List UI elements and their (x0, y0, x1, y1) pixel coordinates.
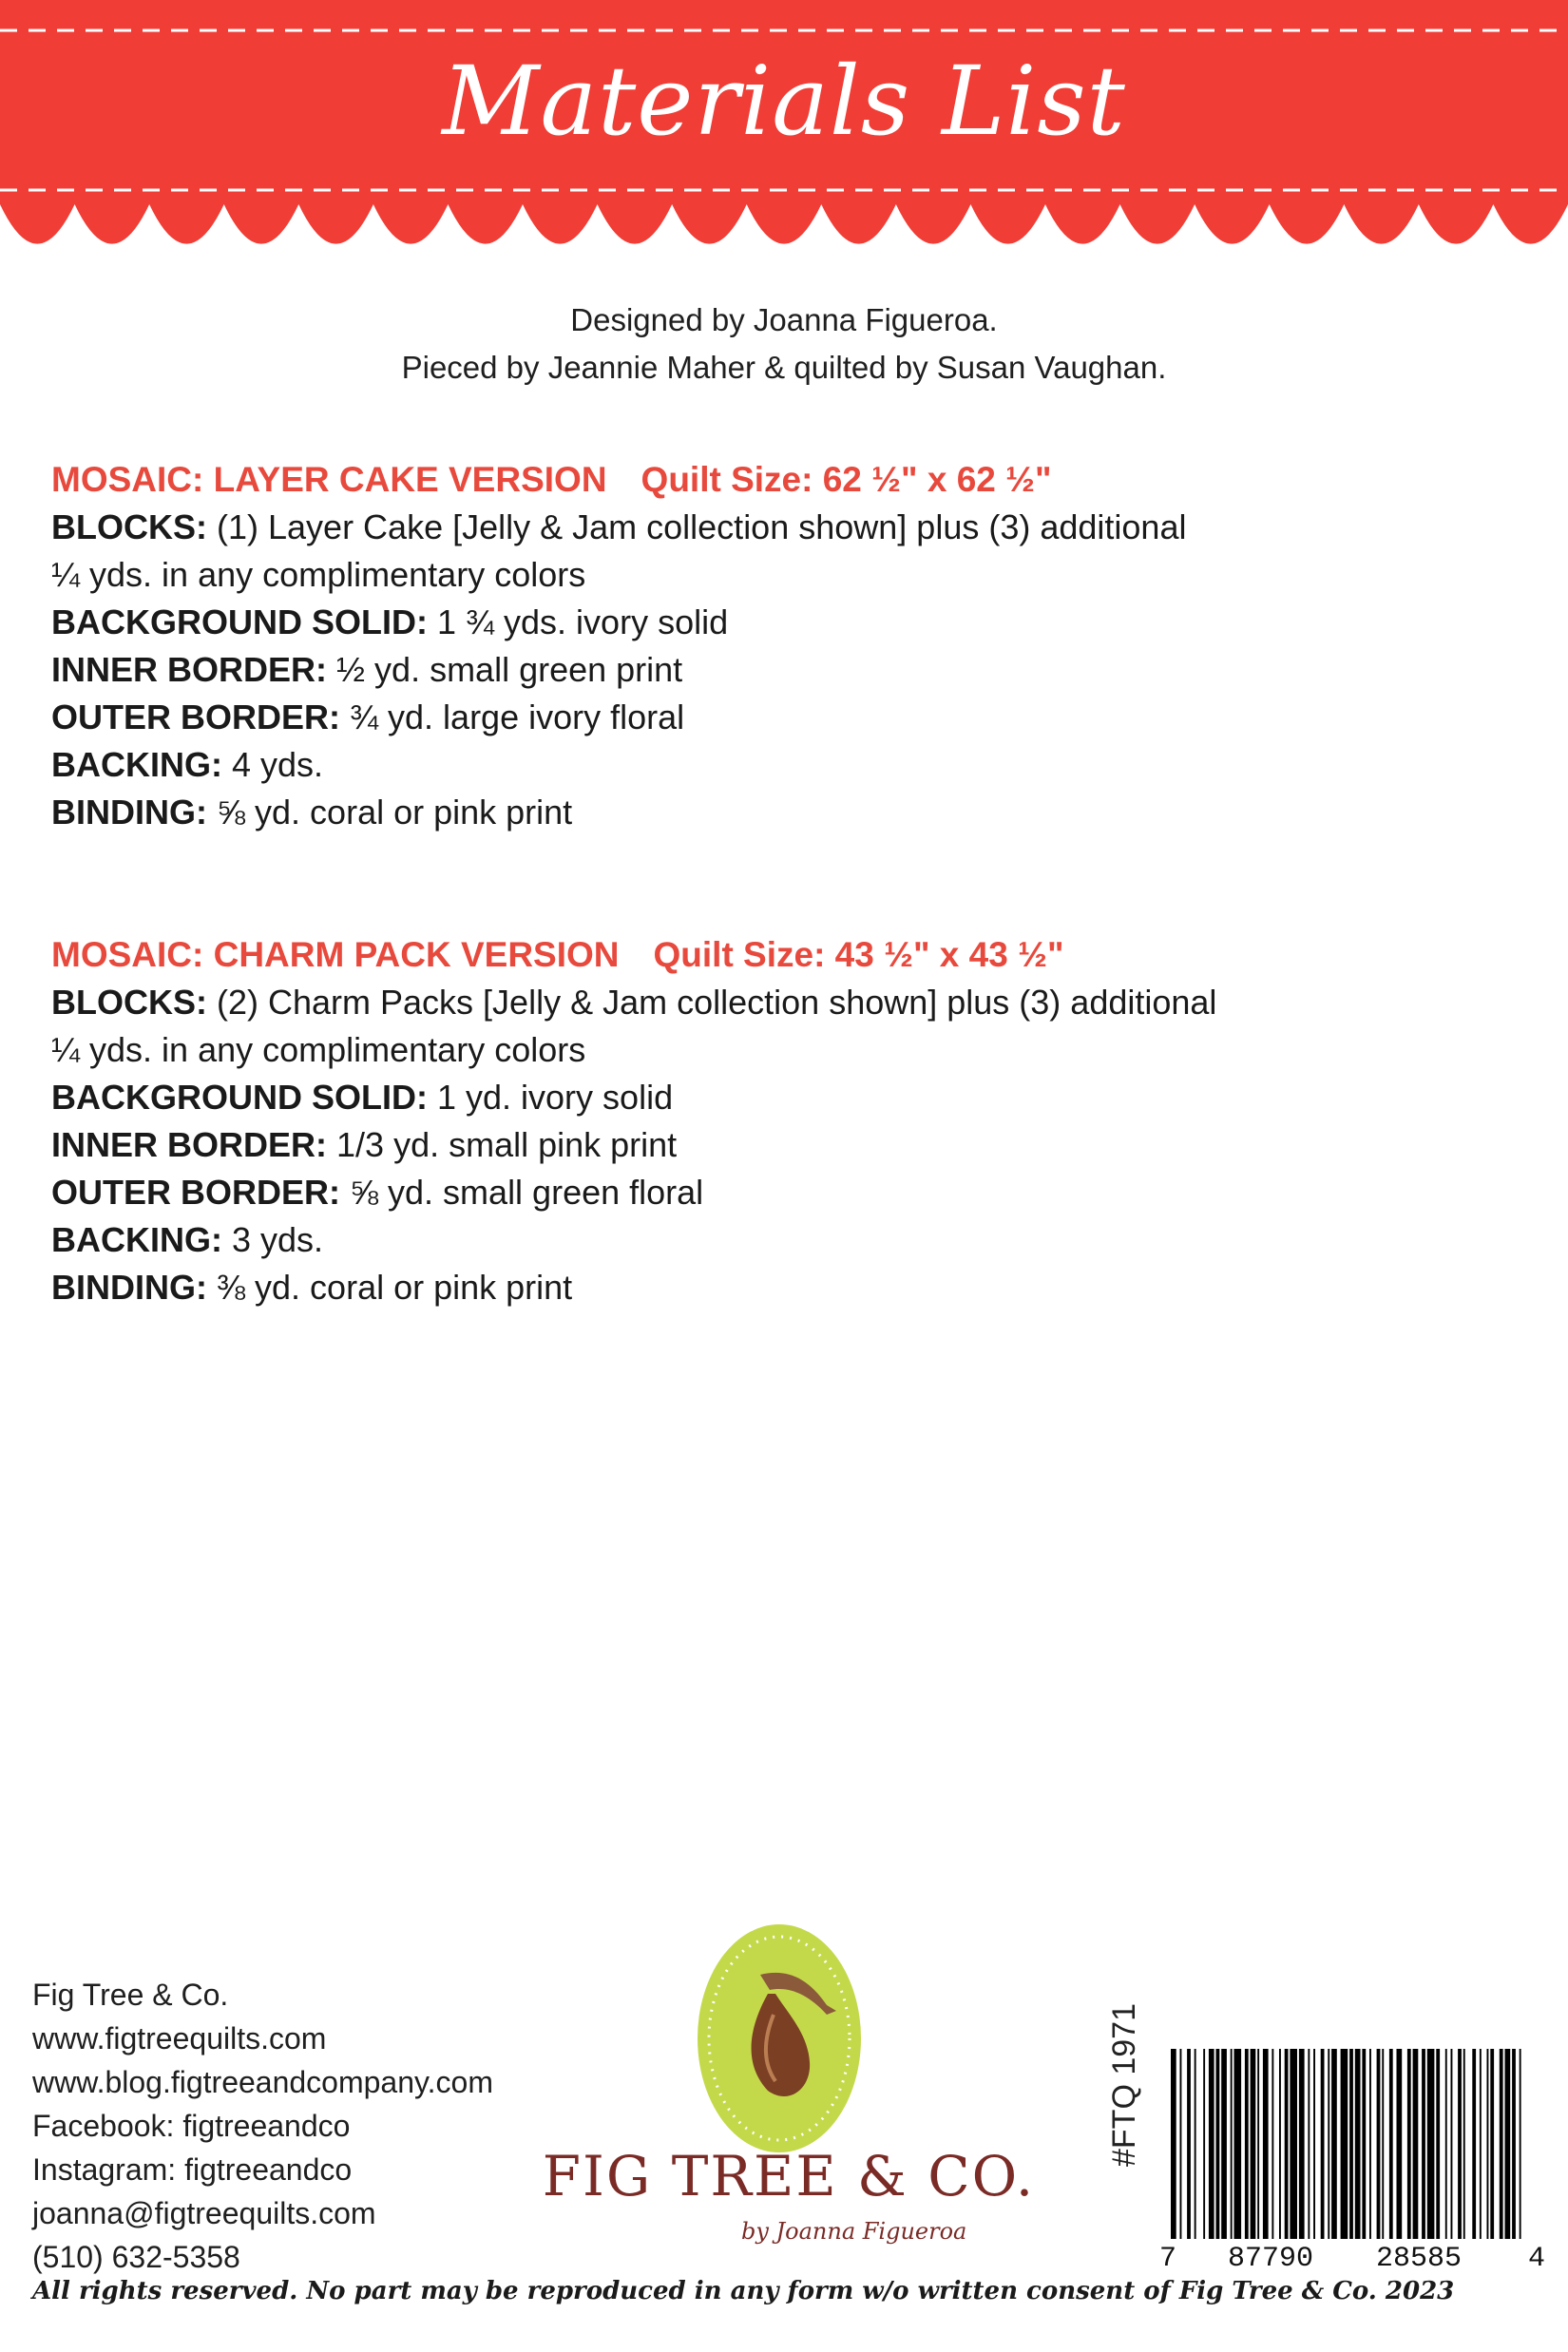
brand-byline: by Joanna Figueroa (741, 2218, 967, 2245)
barcode-bar (1445, 2049, 1447, 2239)
barcode-bar (1451, 2049, 1453, 2239)
quilt-size: Quilt Size: 62 ½" x 62 ½" (641, 460, 1052, 499)
facebook-handle: Facebook: figtreeandco (32, 2109, 351, 2143)
material-text: 1 yd. ivory solid (427, 1078, 674, 1117)
material-label: INNER BORDER: (51, 650, 328, 689)
material-text: 4 yds. (221, 745, 324, 784)
material-text: ⅝ yd. coral or pink print (207, 793, 573, 832)
barcode-bar (1195, 2049, 1196, 2239)
material-text: 3 yds. (221, 1220, 324, 1259)
barcode-bar (1279, 2049, 1281, 2239)
barcode-bar (1328, 2049, 1329, 2239)
material-row (51, 1121, 1515, 1169)
barcode-bar (1221, 2049, 1227, 2239)
barcode-bar (1341, 2049, 1348, 2239)
barcode-bar (1427, 2049, 1435, 2239)
material-row (51, 1216, 1515, 1264)
material-text: 1 ¾ yds. ivory solid (427, 602, 729, 641)
material-text: 1/3 yd. small pink print (327, 1125, 678, 1164)
barcode-bar (1299, 2049, 1305, 2239)
charm-pack-section (51, 931, 1515, 1311)
barcode-bar (1458, 2049, 1462, 2239)
material-label: BACKGROUND SOLID: (51, 602, 428, 641)
material-row (51, 646, 1515, 694)
material-label: INNER BORDER: (51, 1125, 328, 1164)
material-label: BLOCKS: (51, 507, 207, 546)
barcode-bar (1321, 2049, 1325, 2239)
barcode-bar (1313, 2049, 1315, 2239)
material-text: (1) Layer Cake [Jelly & Jam collection shown] plus (3) additional (207, 507, 1187, 546)
barcode-bar (1463, 2049, 1465, 2239)
email-link[interactable]: joanna@figtreequilts.com (32, 2196, 376, 2230)
barcode-bar (1407, 2049, 1411, 2239)
material-label: BINDING: (51, 1268, 207, 1307)
material-row (51, 551, 1515, 599)
phone-number: (510) 632-5358 (32, 2240, 240, 2274)
barcode-bar (1436, 2049, 1440, 2239)
barcode-bar (1377, 2049, 1381, 2239)
barcode-bar (1216, 2049, 1220, 2239)
barcode-bar (1490, 2049, 1494, 2239)
credits (0, 296, 1568, 392)
section-title: MOSAIC: CHARM PACK VERSION (51, 935, 620, 974)
barcode-bar (1285, 2049, 1289, 2239)
barcode-bar (1331, 2049, 1337, 2239)
barcode-bar (1203, 2049, 1205, 2239)
barcode-bar (1231, 2049, 1233, 2239)
barcode-bar (1272, 2049, 1273, 2239)
material-row (51, 694, 1515, 741)
brand-name: FIG TREE & CO. (542, 2144, 1036, 2209)
barcode-digit-check: 4 (1528, 2243, 1546, 2275)
barcode-bar (1290, 2049, 1297, 2239)
material-label: BINDING: (51, 793, 207, 832)
barcode-bar (1263, 2049, 1269, 2239)
barcode-bar (1234, 2049, 1242, 2239)
barcode-bar (1472, 2049, 1476, 2239)
barcode-bar (1487, 2049, 1489, 2239)
barcode-bar (1512, 2049, 1516, 2239)
barcode-bar (1369, 2049, 1371, 2239)
blog-link[interactable]: www.blog.figtreeandcompany.com (32, 2065, 493, 2099)
barcode-bar (1257, 2049, 1259, 2239)
section-heading (51, 456, 1515, 504)
barcode-bar (1382, 2049, 1384, 2239)
barcode-bar (1251, 2049, 1256, 2239)
material-label: BLOCKS: (51, 983, 207, 1022)
layer-cake-section (51, 456, 1515, 836)
material-row (51, 504, 1515, 551)
material-text: ⅝ yd. small green floral (340, 1173, 704, 1212)
barcode-bar (1308, 2049, 1310, 2239)
section-heading (51, 931, 1515, 979)
barcode (1161, 2049, 1534, 2248)
credits-piecer: Pieced by Jeannie Maher & quilted by Susan Vaughan. (401, 350, 1167, 385)
material-label: BACKING: (51, 745, 222, 784)
barcode-bar (1389, 2049, 1393, 2239)
barcode-digits-left: 87790 (1228, 2243, 1314, 2275)
barcode-bar (1355, 2049, 1361, 2239)
barcode-bar (1187, 2049, 1191, 2239)
material-text: (2) Charm Packs [Jelly & Jam collection shown] plus (3) additional (207, 983, 1217, 1022)
material-row (51, 1264, 1515, 1311)
barcode-bar (1180, 2049, 1182, 2239)
barcode-bar (1209, 2049, 1214, 2239)
material-label: OUTER BORDER: (51, 698, 340, 736)
barcode-digits-right: 28585 (1376, 2243, 1463, 2275)
material-row (51, 1169, 1515, 1216)
contact-block (32, 1973, 493, 2279)
instagram-handle: Instagram: figtreeandco (32, 2152, 353, 2187)
barcode-bar (1362, 2049, 1366, 2239)
barcode-bar (1480, 2049, 1482, 2239)
material-row (51, 1074, 1515, 1121)
material-text: ¼ yds. in any complimentary colors (51, 555, 586, 594)
website-link[interactable]: www.figtreequilts.com (32, 2021, 327, 2056)
banner-title: Materials List (442, 46, 1126, 157)
barcode-bar (1500, 2049, 1503, 2239)
material-text: ⅜ yd. coral or pink print (207, 1268, 573, 1307)
barcode-bar (1505, 2049, 1511, 2239)
quilt-size: Quilt Size: 43 ½" x 43 ½" (653, 935, 1064, 974)
sku-code: #FTQ 1971 (1106, 2003, 1142, 2167)
material-label: BACKING: (51, 1220, 222, 1259)
material-text: ½ yd. small green print (327, 650, 683, 689)
section-title: MOSAIC: LAYER CAKE VERSION (51, 460, 607, 499)
material-row (51, 1026, 1515, 1074)
material-label: BACKGROUND SOLID: (51, 1078, 428, 1117)
barcode-bar (1520, 2049, 1521, 2239)
barcode-bar (1413, 2049, 1419, 2239)
material-text: ¾ yd. large ivory floral (340, 698, 685, 736)
material-row (51, 979, 1515, 1026)
barcode-bar (1349, 2049, 1353, 2239)
rights-notice: All rights reserved. No part may be reproduced in any form w/o written consent of Fig Tree & Co. 2023 (32, 2277, 1455, 2305)
material-row (51, 599, 1515, 646)
company-name: Fig Tree & Co. (32, 1978, 229, 2012)
barcode-digit-lead: 7 (1159, 2243, 1177, 2275)
material-text: ¼ yds. in any complimentary colors (51, 1030, 586, 1069)
barcode-bar (1422, 2049, 1425, 2239)
barcode-bar (1245, 2049, 1249, 2239)
material-label: OUTER BORDER: (51, 1173, 340, 1212)
credits-designer: Designed by Joanna Figueroa. (570, 302, 998, 337)
barcode-bar (1397, 2049, 1403, 2239)
material-row (51, 741, 1515, 789)
material-row (51, 789, 1515, 836)
barcode-bar (1171, 2049, 1176, 2239)
fig-logo (694, 1920, 865, 2157)
